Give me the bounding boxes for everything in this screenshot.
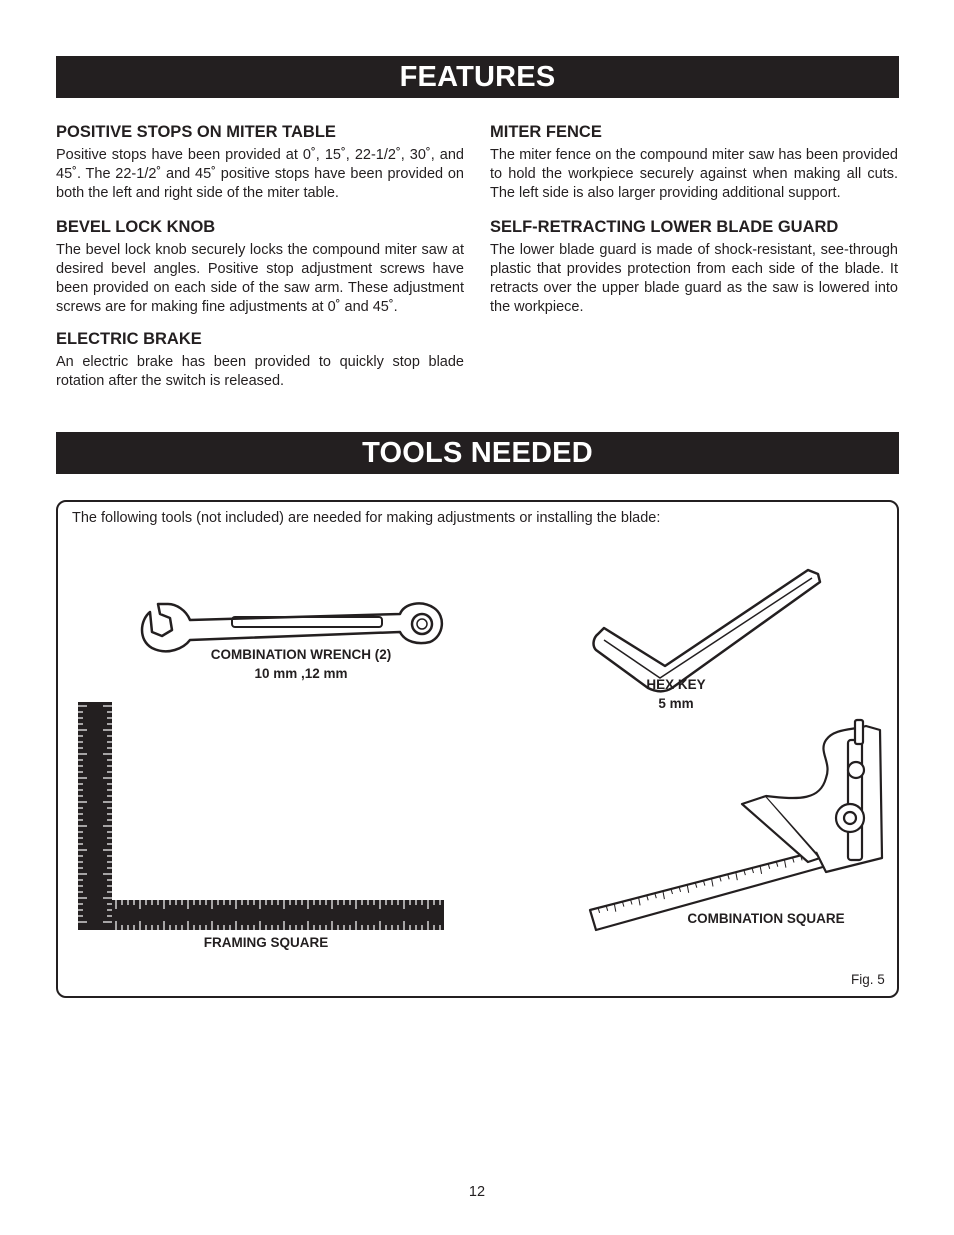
features-title: FEATURES <box>399 61 556 93</box>
section-body: The miter fence on the compound miter saw has been provided to hold the workpiece securely against when making all cuts. The left side is also larger providing additional support. <box>490 147 898 201</box>
tools-title: TOOLS NEEDED <box>362 437 593 469</box>
wrench-label-name: COMBINATION WRENCH (2) <box>210 647 392 662</box>
section-heading: ELECTRIC BRAKE <box>56 330 202 348</box>
hex-key-label-size: 5 mm <box>658 696 694 711</box>
hex-key-label-name: HEX KEY <box>646 677 706 692</box>
combination-square-icon <box>590 720 882 930</box>
wrench-label-sizes: 10 mm ,12 mm <box>254 666 348 681</box>
combination-square-label: COMBINATION SQUARE <box>687 911 845 926</box>
section-body: The lower blade guard is made of shock-resistant, see-through plastic that provides protection from each side of the blade. It retracts over the upper blade guard as the saw is lowered into the workpiece. <box>490 242 898 315</box>
section-heading: POSITIVE STOPS ON MITER TABLE <box>56 123 336 141</box>
section-body: Positive stops have been provided at 0˚, 15˚, 22-1/2˚, 30˚, and 45˚. The 22-1/2˚ and 45˚ positive stops have been provided on both the left and right side of the miter table. <box>56 147 464 201</box>
framing-square-icon <box>78 702 444 930</box>
tools-intro: The following tools (not included) are needed for making adjustments or installing the blade: <box>72 510 661 526</box>
hex-key-label <box>626 675 726 713</box>
page-number: 12 <box>468 1184 486 1200</box>
figure-caption: Fig. 5 <box>851 972 885 987</box>
section-heading: MITER FENCE <box>490 123 602 141</box>
section-heading: BEVEL LOCK KNOB <box>56 218 216 236</box>
hex-key-icon <box>594 570 820 691</box>
section-body: The bevel lock knob securely locks the compound miter saw at desired bevel angles. Positive stop adjustment screws have been provided on each side of the saw arm. These adjustment screws are for making fine adjustments at 0˚ and 45˚. <box>56 242 464 315</box>
wrench-label <box>196 645 406 683</box>
section-heading: SELF-RETRACTING LOWER BLADE GUARD <box>490 218 839 236</box>
section-body: An electric brake has been provided to quickly stop blade rotation after the switch is released. <box>56 354 464 389</box>
framing-square-label: FRAMING SQUARE <box>203 935 329 950</box>
